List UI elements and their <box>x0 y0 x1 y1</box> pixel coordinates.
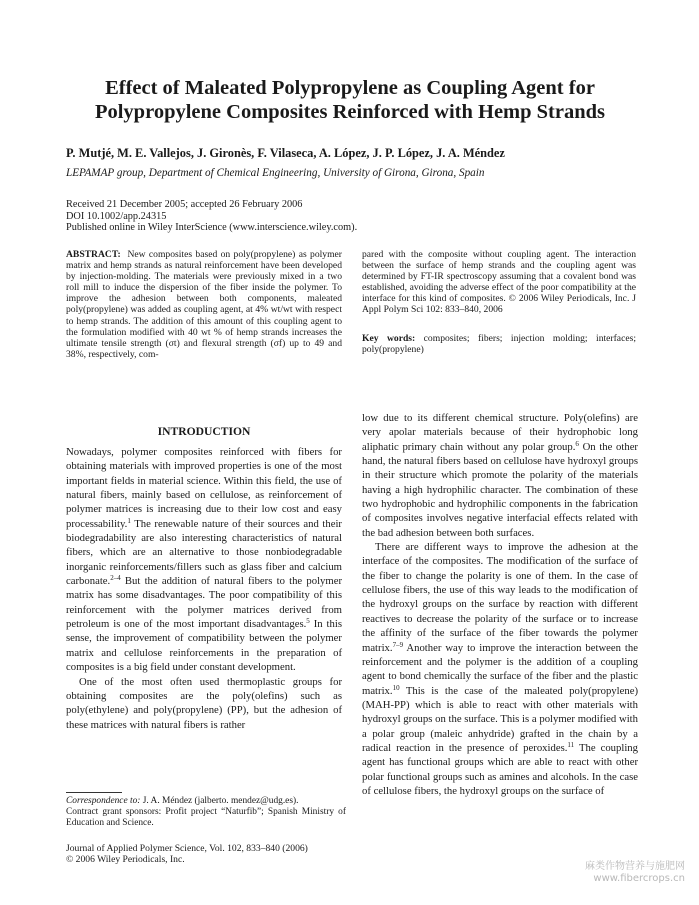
received-dates: Received 21 December 2005; accepted 26 February 2006 <box>66 199 303 210</box>
citation: 7–9 <box>392 640 404 649</box>
copyright-line: © 2006 Wiley Periodicals, Inc. <box>66 854 185 866</box>
citation: 5 <box>306 617 310 626</box>
paragraph: Nowadays, polymer composites reinforced with fibers for obtaining materials with improved properties is one of the most important fields in material science. Within this field, the use of natural fibers, mainly based on cellulose, as reinforcement of polymer matrices is increasing due to their low cost and easy processability.$^1$ The renewable nature of their sources and their biodegradability are also interesting characteristics of natural fibers, which are an alternative to those nonbiodegradable inorganic reinforcements/fillers such as glass fiber and calcium carbonate.$^{2-4}$ But the addition of natural fibers to the polymer matrix has some disadvantages. The poor compatibility of this reinforcement with the polymer matrices derived from petroleum is one of the most important disadvantages.$^5$ In this sense, the improvement of compatibility between the polymer matrix and cellulose reinforcements in the preparation of composites is a big field under constant development. <box>66 446 342 674</box>
abstract-label: ABSTRACT: <box>66 249 121 260</box>
publication-history <box>66 199 357 234</box>
section-heading: INTRODUCTION <box>157 425 251 438</box>
paragraph: There are different ways to improve the adhesion at the interface of the composites. The modification of the surface of the fiber to change the polarity is one of them. In the case of cellulose fibers, the use of this way leads to the modification of the hydroxyl groups on the surface by reaction with different reactives to decrease the polarity of the surface or to increase the affinity of the surface of the fiber towards the polymer matrix.$^{7-9}$ Another way to improve the interaction between the reinforcement and the polymer is the addition of a coupling agent to bond chemically the surface of the fiber and the plastic matrix.$^{10}$ This is the case of the maleated poly(propylene) (MAH-PP) which is able to react with other materials with hydroxyl groups on the surface. This is a polymer modified with a polar group (maleic anhydride) grafted in the chain by a radical reaction in the presence of peroxides.$^{11}$ The coupling agent has functional groups which are able to react with other polar functional groups such as amines and alcohols. In the case of cellulose fibers, the hydroxyl groups on the surface of <box>362 541 638 797</box>
citation: 10 <box>392 683 400 692</box>
abstract-left-column <box>66 249 342 360</box>
keywords-text: composites; fibers; injection molding; interfaces; poly(propylene) <box>362 332 636 355</box>
body-right-column <box>362 411 638 798</box>
paper-title <box>40 76 660 124</box>
footnotes <box>66 796 346 830</box>
keywords <box>362 333 636 355</box>
citation: 11 <box>567 740 575 749</box>
watermark <box>585 861 685 885</box>
abstract-text-left: New composites based on poly(propylene) as polymer matrix and hemp strands as natural reinforcement have been developed by injection-molding. The materials were previously mixed in a two roll mill to induce the dispersion of the fiber inside the polymer. To improve the adhesion between both components, maleated poly(propylene) was added as coupling agent, at 4% wt/wt with respect to hemp strands. The addition of this amount of this coupling agent to the formulation modified with 40 wt % of hemp strands increases the ultimate tensile strength (σt) and flexural strength (σf) up to 49 and 38%, respectively, com- <box>66 249 343 360</box>
footnote-divider <box>66 792 122 793</box>
published-online: Published online in Wiley InterScience (www.interscience.wiley.com). <box>66 222 358 234</box>
abstract-text-right: pared with the composite without coupling agent. The interaction between the surface of hemp strands and the coupling agent was determined by FT-IR spectroscopy assuming that a covalent bond was established, avoiding the adverse effect of the poor compatibility at the interface for this kind of composites. © 2006 Wiley Periodicals, Inc. J Appl Polym Sci 102: 833–840, 2006 <box>362 249 636 316</box>
citation: 6 <box>575 439 579 448</box>
citation: 1 <box>127 516 131 525</box>
paragraph: One of the most often used thermoplastic groups for obtaining composites are the poly(olefins) such as poly(ethylene) and poly(propylene) (PP), but the adhesion of these matrices with natural fibers is rather <box>66 675 342 731</box>
watermark-line-1: 麻类作物营养与施肥网 <box>585 861 685 872</box>
watermark-line-2: www.fibercrops.cn <box>593 873 685 884</box>
journal-line: Journal of Applied Polymer Science, Vol. 102, 833–840 (2006) <box>66 843 308 854</box>
keywords-label: Key words: <box>362 332 416 344</box>
journal-citation <box>66 843 308 866</box>
author-list: P. Mutjé, M. E. Vallejos, J. Gironès, F. Vilaseca, A. López, J. P. López, J. A. Méndez <box>66 146 505 160</box>
doi: DOI 10.1002/app.24315 <box>66 210 167 222</box>
body-left-column <box>66 445 342 732</box>
paragraph: low due to its different chemical structure. Poly(olefins) are very apolar materials because of their hydrophobic long aliphatic primary chain without any polar group.$^6$ On the other hand, the natural fibers based on cellulose have hydroxyl groups in their structure which promote the polarity of the materials having a high hydrophilic character. The combination of these two hydrophobic and hydrophilic components in the fabrication of composites involves negative interfacial effects related with the bad adhesion between both surfaces. <box>362 412 638 539</box>
citation: 2–4 <box>110 574 121 583</box>
correspondence-note: Correspondence to: J. A. Méndez (jalberto. mendez@udg.es). <box>66 796 299 806</box>
grant-note: Contract grant sponsors: Profit project “Naturfib”; Spanish Ministry of Education and Science. <box>66 807 346 829</box>
title-line-1: Effect of Maleated Polypropylene as Coupling Agent for <box>105 77 595 99</box>
abstract-right-column <box>362 249 636 355</box>
title-line-2: Polypropylene Composites Reinforced with Hemp Strands <box>94 101 606 123</box>
affiliation: LEPAMAP group, Department of Chemical Engineering, University of Girona, Girona, Spain <box>66 167 485 179</box>
